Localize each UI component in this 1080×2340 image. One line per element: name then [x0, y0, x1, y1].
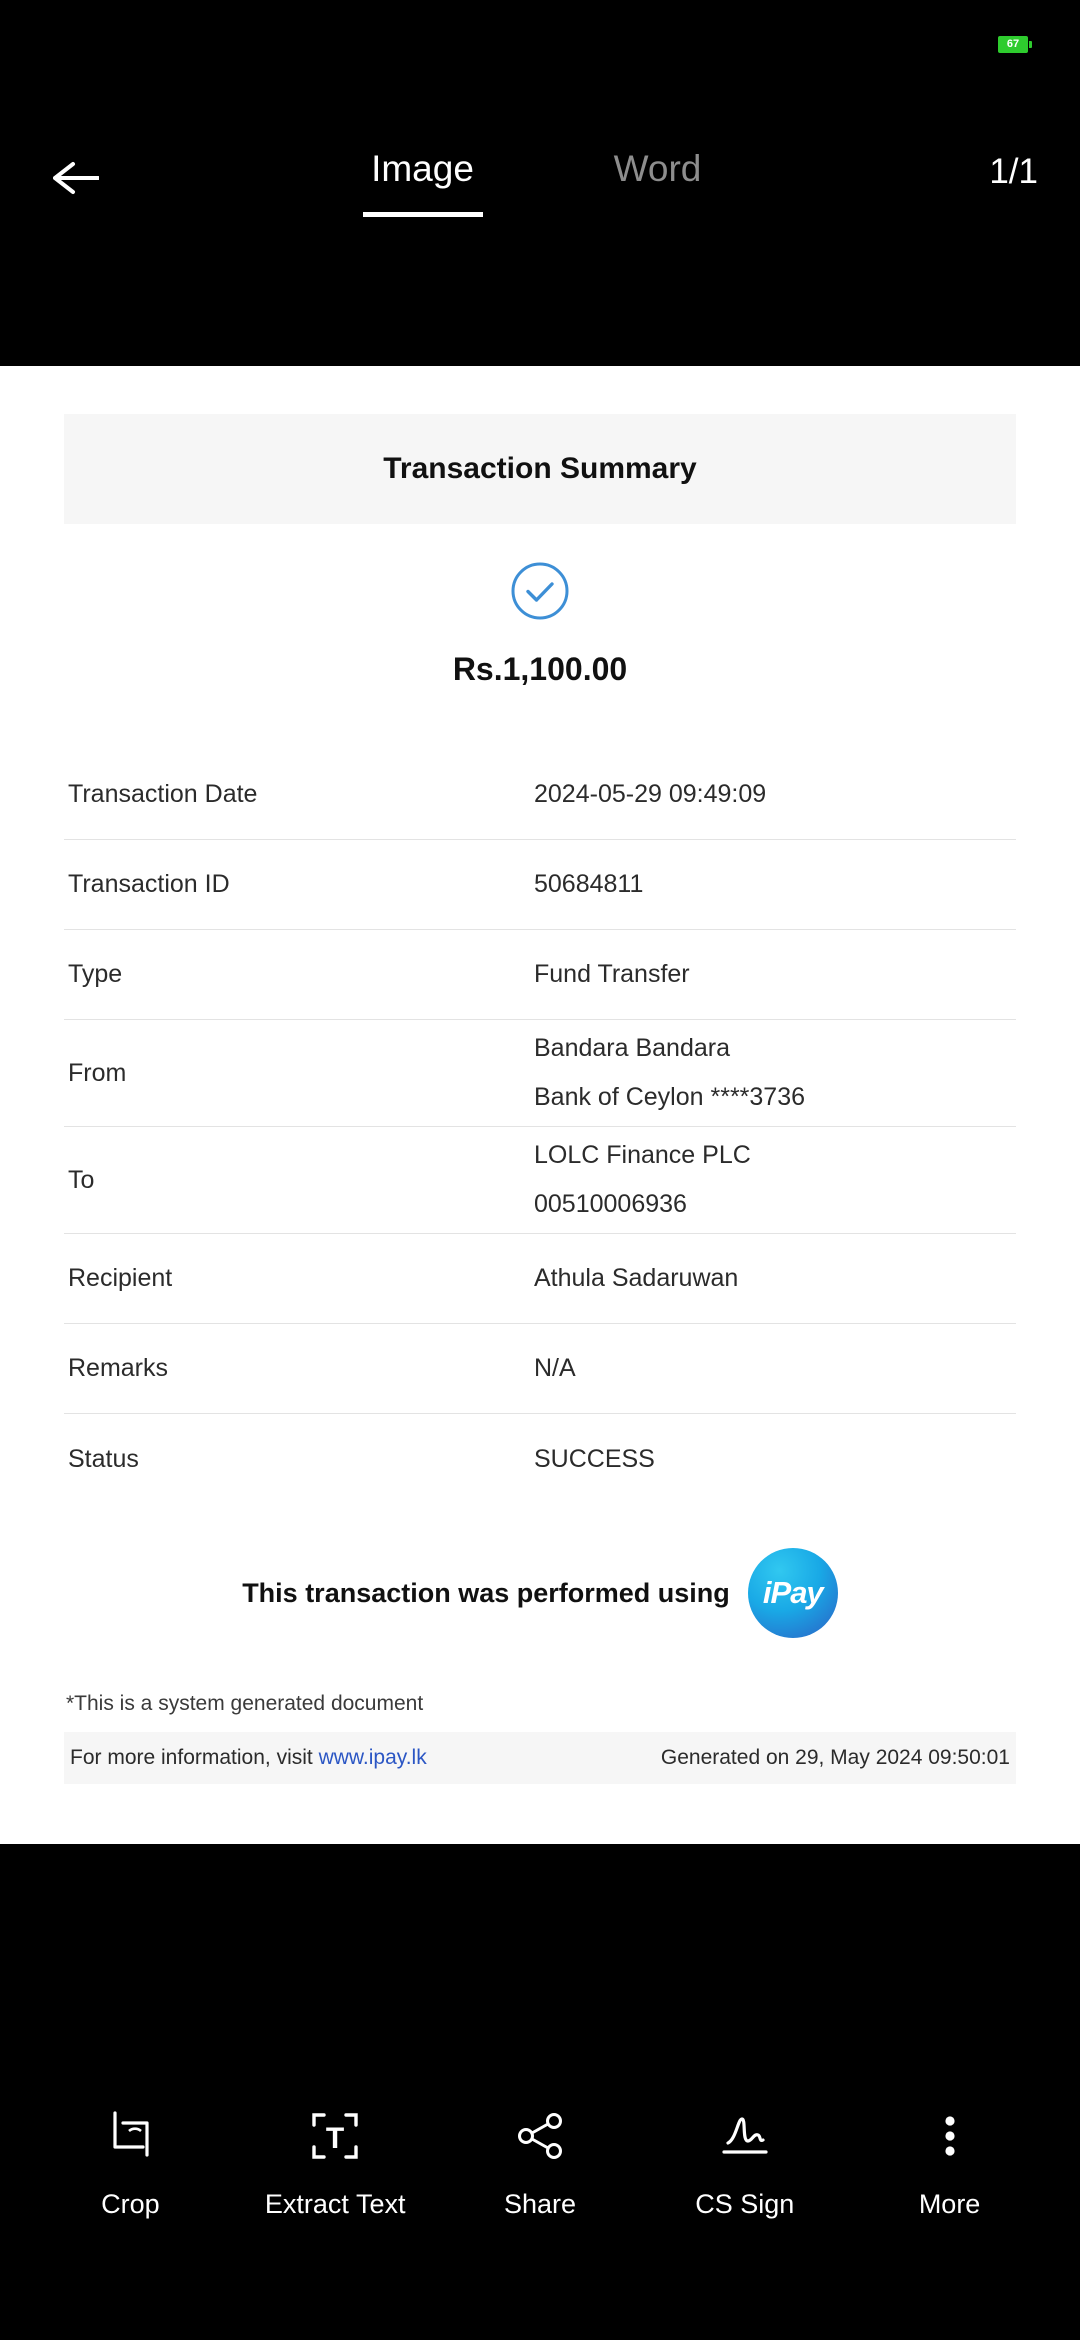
- battery-icon: 67: [998, 36, 1028, 53]
- row-value: 2024-05-29 09:49:09: [534, 780, 767, 808]
- ipay-logo-icon: iPay: [748, 1548, 838, 1638]
- table-row: [64, 750, 1016, 840]
- row-value-line1: LOLC Finance PLC: [534, 1141, 751, 1169]
- ipay-website-link[interactable]: www.ipay.lk: [318, 1746, 427, 1769]
- top-bar: [0, 70, 1080, 220]
- cs-sign-label: CS Sign: [695, 2189, 795, 2219]
- row-value-line2: 00510006936: [534, 1190, 687, 1218]
- extract-text-icon: [308, 2105, 362, 2167]
- row-value: Athula Sadaruwan: [534, 1264, 739, 1292]
- table-row: [64, 1127, 1016, 1234]
- crop-label: Crop: [101, 2189, 160, 2219]
- row-label: To: [68, 1165, 95, 1194]
- row-label: Type: [68, 960, 123, 988]
- table-row: [64, 840, 1016, 930]
- more-vertical-icon: [940, 2105, 960, 2167]
- more-button[interactable]: [855, 2105, 1045, 2220]
- page-indicator: 1/1: [989, 152, 1038, 191]
- row-value-line1: Bandara Bandara: [534, 1034, 730, 1062]
- row-label: Recipient: [68, 1264, 173, 1292]
- row-label: Transaction ID: [68, 870, 230, 898]
- check-circle-icon: [509, 560, 571, 622]
- footer-generated: Generated on 29, May 2024 09:50:01: [660, 1746, 1010, 1769]
- status-bar: [0, 0, 1080, 70]
- details-table: [64, 750, 1016, 1504]
- row-value: [534, 1141, 1016, 1219]
- row-label: Remarks: [68, 1354, 169, 1382]
- system-note: *This is a system generated document: [66, 1692, 424, 1715]
- row-label: Transaction Date: [68, 780, 258, 808]
- svg-text:T: T: [326, 2122, 345, 2155]
- document-viewport[interactable]: [0, 220, 1080, 2000]
- tab-image[interactable]: Image: [363, 148, 483, 217]
- crop-icon: [103, 2105, 157, 2167]
- footer-info: [70, 1746, 427, 1770]
- tab-word[interactable]: Word: [613, 148, 702, 189]
- cs-sign-button[interactable]: [650, 2105, 840, 2220]
- bottom-toolbar: [0, 2000, 1080, 2340]
- document-title: Transaction Summary: [64, 414, 1016, 524]
- row-label: From: [68, 1058, 127, 1087]
- footer-prefix: For more information, visit: [70, 1746, 319, 1769]
- amount-value: Rs.1,100.00: [452, 651, 628, 687]
- signature-icon: [716, 2105, 774, 2167]
- row-value: 50684811: [534, 870, 644, 898]
- document-content: [64, 366, 1016, 1784]
- table-row: [64, 930, 1016, 1020]
- row-value: SUCCESS: [534, 1444, 655, 1473]
- more-label: More: [918, 2189, 981, 2219]
- extract-text-label: Extract Text: [264, 2189, 406, 2219]
- table-row: [64, 1414, 1016, 1504]
- share-button[interactable]: [445, 2105, 635, 2220]
- row-value: N/A: [534, 1354, 576, 1382]
- crop-button[interactable]: [35, 2105, 225, 2220]
- view-tabs: [0, 148, 1080, 217]
- success-check-wrap: [64, 560, 1016, 627]
- document-page: [0, 366, 1080, 1844]
- share-icon: [513, 2105, 567, 2167]
- row-value: [534, 1034, 1016, 1112]
- extract-text-button[interactable]: [240, 2105, 430, 2220]
- row-label: Status: [68, 1444, 139, 1473]
- table-row: [64, 1234, 1016, 1324]
- row-value-line2: Bank of Ceylon ****3736: [534, 1083, 806, 1111]
- performed-using-text: This transaction was performed using: [242, 1577, 730, 1608]
- document-footer: [64, 1732, 1016, 1784]
- brand-line: [64, 1548, 1016, 1638]
- row-value: Fund Transfer: [534, 960, 690, 988]
- table-row: [64, 1020, 1016, 1127]
- share-label: Share: [503, 2189, 577, 2219]
- table-row: [64, 1324, 1016, 1414]
